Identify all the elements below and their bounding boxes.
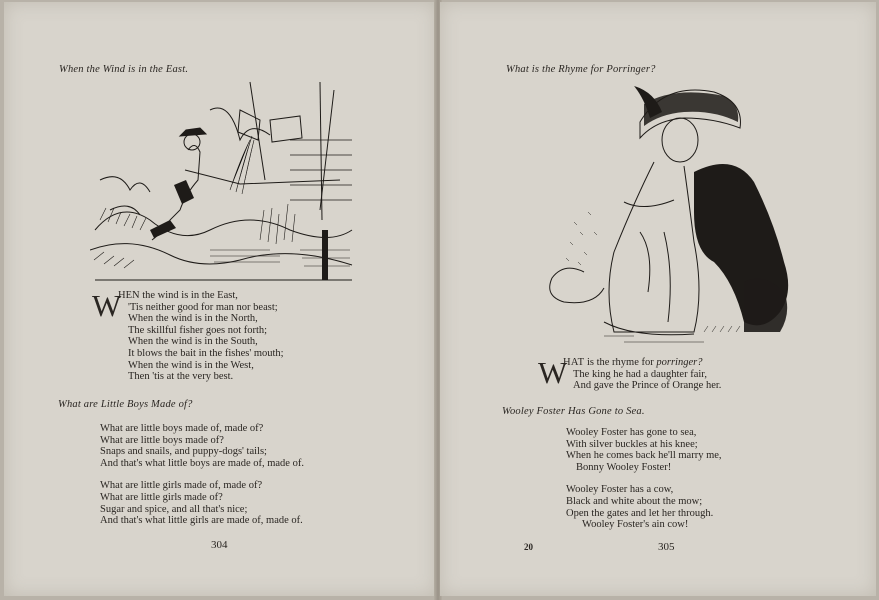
- poem-title-wooley-foster: Wooley Foster Has Gone to Sea.: [502, 406, 645, 417]
- dropcap-w: W: [538, 355, 568, 390]
- poem-line: With silver buckles at his knee;: [566, 438, 698, 450]
- poem-line: What are little girls made of?: [100, 491, 223, 503]
- poem-line: Bonny Wooley Foster!: [576, 461, 672, 473]
- stanza-boys: [100, 423, 430, 469]
- poem-little-boys: [100, 423, 430, 538]
- left-page: [4, 2, 436, 596]
- poem-line: Open the gates and let her through.: [566, 507, 714, 519]
- boy-fishing-drawing: [90, 80, 358, 284]
- poem-line: Snaps and snails, and puppy-dogs' tails;: [100, 446, 267, 458]
- right-page: [440, 2, 876, 596]
- poem-line: And that's what little boys are made of, made of.: [100, 457, 304, 469]
- dropcap-w: W: [92, 288, 122, 323]
- poem-line: When the wind is in the North,: [128, 313, 258, 325]
- poem-line: Black and white about the mow;: [566, 495, 703, 507]
- poem-title-little-boys: What are Little Boys Made of?: [58, 399, 193, 410]
- poem-line: When the wind is in the West,: [128, 359, 254, 371]
- poem-porringer: [538, 357, 868, 392]
- page-number-right: 305: [658, 541, 675, 553]
- poem-first-caps: HAT: [563, 357, 585, 368]
- page-number-left: 304: [211, 539, 228, 551]
- poem-line: The king he had a daughter fair,: [573, 368, 707, 380]
- poem-first-text: is the rhyme for: [584, 357, 657, 368]
- illustration-girl-with-dog: [544, 82, 796, 344]
- poem-title-porringer: What is the Rhyme for Porringer?: [506, 64, 656, 75]
- poem-line: 'Tis neither good for man nor beast;: [128, 301, 278, 313]
- poem-wooley-foster: [566, 427, 866, 542]
- girl-dog-drawing: [544, 82, 796, 344]
- stanza-cow: [566, 484, 866, 530]
- poem-line: Wooley Foster's ain cow!: [582, 519, 689, 531]
- poem-line: And gave the Prince of Orange her.: [573, 380, 722, 392]
- poem-line: What are little boys made of?: [100, 434, 224, 446]
- poem-line: Then 'tis at the very best.: [128, 371, 234, 383]
- poem-line: [538, 357, 868, 369]
- poem-line: HEN the wind is in the East,: [118, 290, 238, 301]
- poem-line: The skillful fisher goes not forth;: [128, 324, 268, 336]
- poem-line: When he comes back he'll marry me,: [566, 450, 722, 462]
- illustration-boy-fishing: [90, 80, 358, 284]
- poem-line: It blows the bait in the fishes' mouth;: [128, 347, 284, 359]
- poem-wind-east: [92, 290, 422, 383]
- signature-mark: 20: [524, 542, 533, 552]
- poem-line: Wooley Foster has gone to sea,: [566, 427, 697, 438]
- poem-line: What are little boys made of, made of?: [100, 423, 264, 434]
- stanza-girls: [100, 480, 430, 526]
- poem-first-italic: porringer?: [656, 357, 703, 368]
- poem-line: Wooley Foster has a cow,: [566, 484, 674, 496]
- poem-title-wind-east: When the Wind is in the East.: [59, 64, 189, 75]
- poem-line: Sugar and spice, and all that's nice;: [100, 503, 248, 515]
- stanza-sea: [566, 427, 866, 473]
- poem-line: And that's what little girls are made of, made of.: [100, 515, 303, 527]
- poem-line: When the wind is in the South,: [128, 336, 258, 348]
- poem-line: What are little girls made of, made of?: [100, 480, 263, 492]
